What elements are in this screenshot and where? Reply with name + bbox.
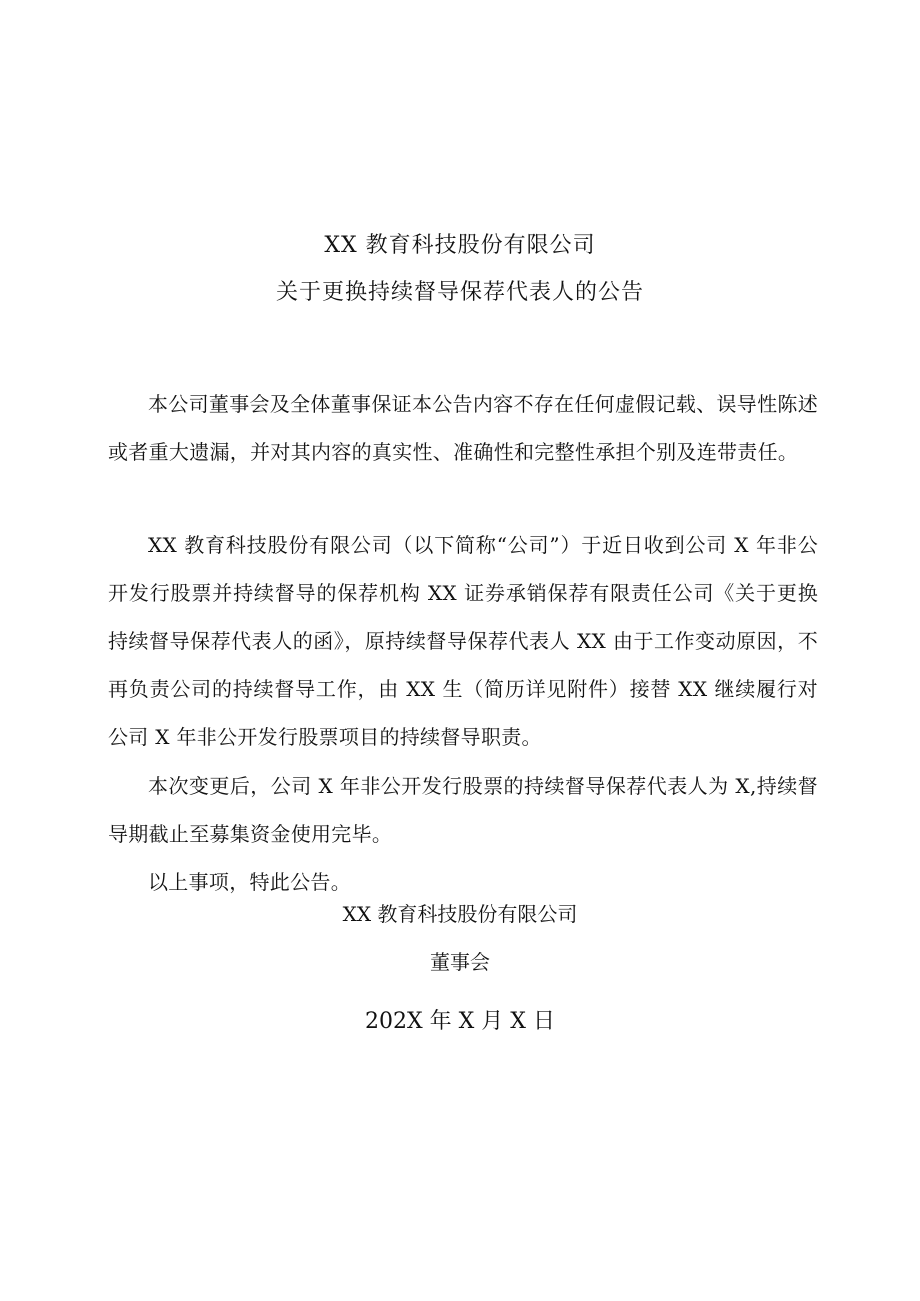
paragraph-disclaimer: 本公司董事会及全体董事保证本公告内容不存在任何虚假记载、误导性陈述或者重大遗漏，并对其内容的真实性、准确性和完整性承担个别及连带责任。 [108, 392, 818, 464]
paragraph-change-result: 本次变更后，公司 X 年非公开发行股票的持续督导保荐代表人为 X,持续督导期截止至募集资金使用完毕。 [108, 774, 818, 846]
signature-company: XX 教育科技股份有限公司 [342, 902, 578, 926]
signature-date: 202X 年 X 月 X 日 [365, 1009, 555, 1034]
paragraph-notice-details: XX 教育科技股份有限公司（以下简称“公司”）于近日收到公司 X 年非公开发行股票并持续督导的保荐机构 XX 证券承销保荐有限责任公司《关于更换持续督导保荐代表人的函》，原持续督导保荐代表人 XX 由于工作变动原因，不再负责公司的持续督导工作，由 XX 生（简历详见附件）接替 XX 继续履行对公司 X 年非公开发行股票项目的持续督导职责。 [108, 533, 818, 749]
document-title-company: XX 教育科技股份有限公司 [324, 233, 596, 258]
paragraph-closing: 以上事项，特此公告。 [148, 870, 351, 894]
signature-board: 董事会 [430, 950, 490, 974]
document-title-subject: 关于更换持续督导保荐代表人的公告 [275, 280, 644, 305]
